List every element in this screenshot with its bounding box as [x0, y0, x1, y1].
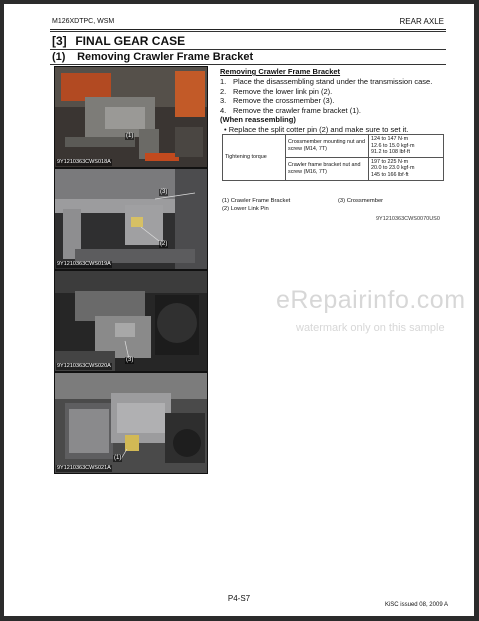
section-number: [3] — [52, 34, 67, 48]
procedure-step — [220, 77, 460, 87]
photo-4-callout-1: (1) — [114, 455, 122, 461]
procedure-step — [220, 96, 460, 106]
issue-info: KiSC issued 08, 2009 A — [384, 602, 448, 608]
step-text: Remove the crossmember (3). — [233, 96, 335, 106]
photo-3-caption: 9Y1210363CWS020A — [57, 363, 111, 369]
step-text: Remove the lower link pin (2). — [233, 86, 333, 96]
manual-page — [4, 4, 474, 616]
watermark-note: watermark only on this sample — [296, 322, 445, 334]
page-number: P4-S7 — [227, 594, 251, 603]
torque-value-lbfft: 91.2 to 108 lbf·ft — [371, 149, 410, 156]
photo-4-caption: 9Y1210363CWS021A — [57, 465, 111, 471]
torque-table — [222, 134, 444, 181]
header-section: REAR AXLE — [399, 17, 444, 26]
photo-1-callout-1: (1) — [126, 133, 134, 139]
legend-item-1: (1) Crawler Frame Bracket — [222, 198, 291, 204]
photo-2-image — [55, 169, 207, 269]
subsection-number: (1) — [52, 51, 66, 63]
torque-value-nm: 197 to 225 N·m — [371, 158, 409, 165]
torque-value-kgfm: 12.6 to 15.0 kgf·m — [371, 142, 415, 149]
photo-2-caption: 9Y1210363CWS019A — [57, 261, 111, 267]
torque-value-nm: 124 to 147 N·m — [371, 136, 409, 142]
step-text: Remove the crawler frame bracket (1). — [233, 105, 361, 115]
legend-item-3: (3) Crossmember — [338, 198, 384, 204]
photo-1-caption: 9Y1210363CWS018A — [57, 159, 111, 165]
subsection-title — [50, 51, 446, 65]
figure-photo-2 — [54, 168, 208, 270]
photo-2-callout-3: (3) — [160, 189, 168, 195]
procedure-steps — [220, 77, 460, 135]
procedure-heading: Removing Crawler Frame Bracket — [220, 67, 341, 76]
torque-part: Crawler frame bracket nut and screw (M16, 7T) — [286, 157, 369, 180]
torque-part: Crossmember mounting nut and screw (M14, 7T) — [286, 135, 369, 158]
photo-4-image — [55, 373, 207, 473]
subsection-title-text: Removing Crawler Frame Bracket — [77, 51, 254, 63]
photo-3-image — [55, 271, 207, 371]
watermark-site: eRepairinfo.com — [276, 286, 466, 314]
torque-label: Tightening torque — [223, 135, 286, 181]
section-title — [50, 31, 446, 50]
step-number: 2. — [220, 86, 227, 96]
step-number: 4. — [220, 105, 227, 115]
procedure-step — [220, 106, 460, 116]
table-row — [223, 135, 444, 158]
torque-value-lbfft: 145 to 166 lbf·ft — [371, 171, 409, 178]
step-text: Place the disassembling stand under the transmission case. — [233, 77, 433, 86]
figure-photo-1 — [54, 66, 208, 168]
procedure-step — [220, 87, 460, 97]
step-number: 3. — [220, 96, 227, 106]
figure-photo-3 — [54, 270, 208, 372]
photo-1-image — [55, 67, 207, 167]
torque-values — [369, 135, 444, 158]
figure-photo-4 — [54, 372, 208, 474]
legend-item-2: (2) Lower Link Pin — [222, 206, 269, 212]
step-number: 1. — [220, 77, 227, 86]
torque-value-kgfm: 20.0 to 23.0 kgf·m — [371, 165, 415, 172]
header-rule — [50, 29, 446, 30]
photo-2-callout-2: (2) — [160, 241, 168, 247]
photo-3-callout-3: (3) — [126, 357, 134, 363]
reassembling-heading: (When reassembling) — [220, 115, 296, 125]
torque-values — [369, 157, 444, 180]
header-model: M126XDTPC, WSM — [52, 18, 115, 25]
reassembling-note: • Replace the split cotter pin (2) and make sure to set it. — [224, 124, 409, 134]
section-title-text: FINAL GEAR CASE — [75, 34, 186, 48]
reference-code: 9Y1210363CWS0070US0 — [376, 216, 440, 222]
